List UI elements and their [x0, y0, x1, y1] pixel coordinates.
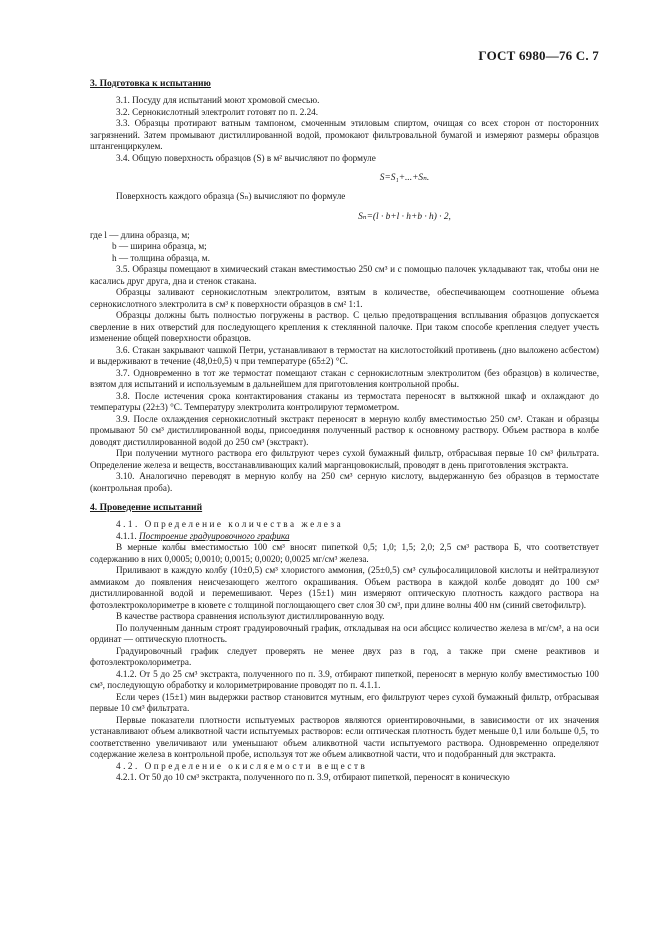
- paragraph-4-1-2-c: Первые показатели плотности испытуемых растворов являются ориентировочными, в зависимости от их значения устанавливают объем аликвотной части испытуемых растворов: если оптическая плотность будет меньше 0,1 или больше 0,5, то соответственно увеличивают или уменьшают объем аликвотной части испытуемого раствора. Одновременно определяют содержание железа в контрольной пробе, используя тот же объем аликвотной части, что и подобранный для экстракта.: [90, 714, 599, 759]
- paragraph-3-9: 3.9. После охлаждения сернокислотный экстракт переносят в мерную колбу вместимостью 250 см³. Стакан и образцы промывают 50 см³ дистиллированной воды, присоединяя полученный раствор к основному раствору. Объем раствора в колбе доводят дистиллированной водой до 250 см³ (экстракт).: [90, 413, 599, 447]
- paragraph-4-1-2: 4.1.2. От 5 до 25 см³ экстракта, полученного по п. 3.9, отбирают пипеткой, переносят в мерную колбу вместимостью 100 см³, последующую обработку и колориметрирование проводят по п. 4.1.1.: [90, 668, 599, 690]
- paragraph-4-2-1: 4.2.1. От 50 до 10 см³ экстракта, полученного по п. 3.9, отбирают пипеткой, переносят в коническую: [116, 772, 510, 782]
- definition-thickness: h — толщина образца, м.: [112, 252, 210, 263]
- paragraph-4-1-2-b: Если через (15±1) мин выдержки раствор становится мутным, его фильтруют через сухой бумажный фильтр, отбрасывая первые 10 см³ фильтрата.: [90, 691, 599, 713]
- paragraph-4-1-1-heading: 4.1.1. Построение градуировочного графика: [116, 530, 290, 541]
- paragraph-4-2: 4.2. Определение окисляемости веществ: [116, 760, 368, 771]
- paragraph-3-4: 3.4. Общую поверхность образцов (S) в м² вычисляют по формуле: [116, 152, 376, 163]
- page-header: ГОСТ 6980—76 С. 7: [478, 48, 599, 63]
- paragraph-3-9-b: При получении мутного раствора его фильтруют через сухой бумажный фильтр, отбрасывая первые 10 см³ фильтрата. Определение железа и веществ, восстанавливающих калий марганцовокислый, проводят в день приготовления экстракта.: [90, 448, 599, 470]
- definition-width: b — ширина образца, м;: [112, 241, 207, 251]
- paragraph-3-10: 3.10. Аналогично переводят в мерную колбу на 250 см³ серную кислоту, выдержанную без образцов в термостате (контрольная проба).: [90, 471, 599, 493]
- paragraph-4-1-1-d: По полученным данным строят градуировочный график, откладывая на оси абсцисс количество железа в мг/см³, а на оси ординат — оптическую плотность.: [90, 622, 599, 644]
- paragraph-3-2: 3.2. Сернокислотный электролит готовят по п. 2.24.: [116, 106, 319, 117]
- calibration-graph-title: Построение градуировочного графика: [138, 530, 290, 541]
- paragraph-3-4-b: Поверхность каждого образца (Sₙ) вычисляют по формуле: [116, 191, 346, 201]
- paragraph-4-1-1-e: Градуировочный график следует проверять не менее двух раз в год, а также при смене реактивов и фотоэлектроколориметра.: [90, 645, 599, 667]
- paragraph-3-7: 3.7. Одновременно в тот же термостат помещают стакан с сернокислотным электролитом (без образцов) в количестве, взятом для испытаний и используемым в дальнейшем для приготовления контрольной пробы.: [90, 367, 599, 389]
- paragraph-4-1-1-c: В качестве раствора сравнения используют дистиллированную воду.: [116, 611, 385, 621]
- paragraph-3-1: 3.1. Посуду для испытаний моют хромовой смесью.: [116, 95, 320, 105]
- formula-sample-surface: Sₙ=(l · b+l · h+b · h) · 2,: [358, 211, 451, 222]
- paragraph-3-5-b: Образцы заливают сернокислотным электролитом, взятым в количестве, обеспечивающем соотношение объема сернокислотного электролита в см³ к поверхности образцов в см² 1:1.: [90, 287, 599, 309]
- section-3-title: 3. Подготовка к испытанию: [90, 78, 211, 89]
- paragraph-3-3: 3.3. Образцы протирают ватным тампоном, смоченным этиловым спиртом, очищая со всех сторон от посторонних загрязнений. Затем промывают дистиллированной водой, промокают фильтровальной бумагой и измеряют размеры образцов штангенциркулем.: [90, 118, 599, 151]
- definition-length: где l — длина образца, м;: [90, 229, 190, 240]
- paragraph-4-1-1-a: В мерные колбы вместимостью 100 см³ вносят пипеткой 0,5; 1,0; 1,5; 2,0; 2,5 см³ раствора Б, что соответствует содержанию в них 0,0005; 0,0010; 0,0015; 0,0020; 0,0025 мг/см³ железа.: [90, 542, 599, 564]
- paragraph-3-5-c: Образцы должны быть полностью погружены в раствор. С целью предотвращения всплывания образцов допускается сверление в них отверстий для последующего крепления к стеклянной палочке. При таком способе крепления следует учесть изменение общей поверхности образцов.: [90, 310, 599, 343]
- paragraph-3-6: 3.6. Стакан закрывают чашкой Петри, устанавливают в термостат на кислотостойкий противень (дно выложено асбестом) и выдерживают в течение (48,0±0,5) ч при температуре (65±2) °С.: [90, 344, 599, 366]
- paragraph-4-1: 4.1. Определение количества железа: [116, 519, 344, 529]
- formula-total-surface: S=S₁+...+Sₙ.: [379, 173, 430, 183]
- variable-definitions: [90, 230, 599, 265]
- section-4-title: 4. Проведение испытаний: [90, 502, 203, 513]
- paragraph-3-5: 3.5. Образцы помещают в химический стакан вместимостью 250 см³ и с помощью палочек укладывают так, чтобы они не касались друг друга, дна и стенок стакана.: [90, 264, 599, 286]
- paragraph-4-1-1-b: Приливают в каждую колбу (10±0,5) см³ хлористого аммония, (25±0,5) см³ сульфосалициловой кислоты и нейтрализуют аммиаком до появления неисчезающего желтого окрашивания. Объем раствора в каждой колбе доводят до 100 см³ дистиллированной водой и перемешивают. Через (15±1) мин измеряют оптическую плотность каждого раствора на фотоэлектроколориметре в кювете с толщиной поглощающего свет слоя 30 см³, при длине волны 400 нм (синий светофильтр).: [90, 565, 599, 610]
- paragraph-3-8: 3.8. После истечения срока контактирования стаканы из термостата переносят в вытяжной шкаф и охлаждают до температуры (22±3) °С. Температуру электролита контролируют термометром.: [90, 390, 599, 412]
